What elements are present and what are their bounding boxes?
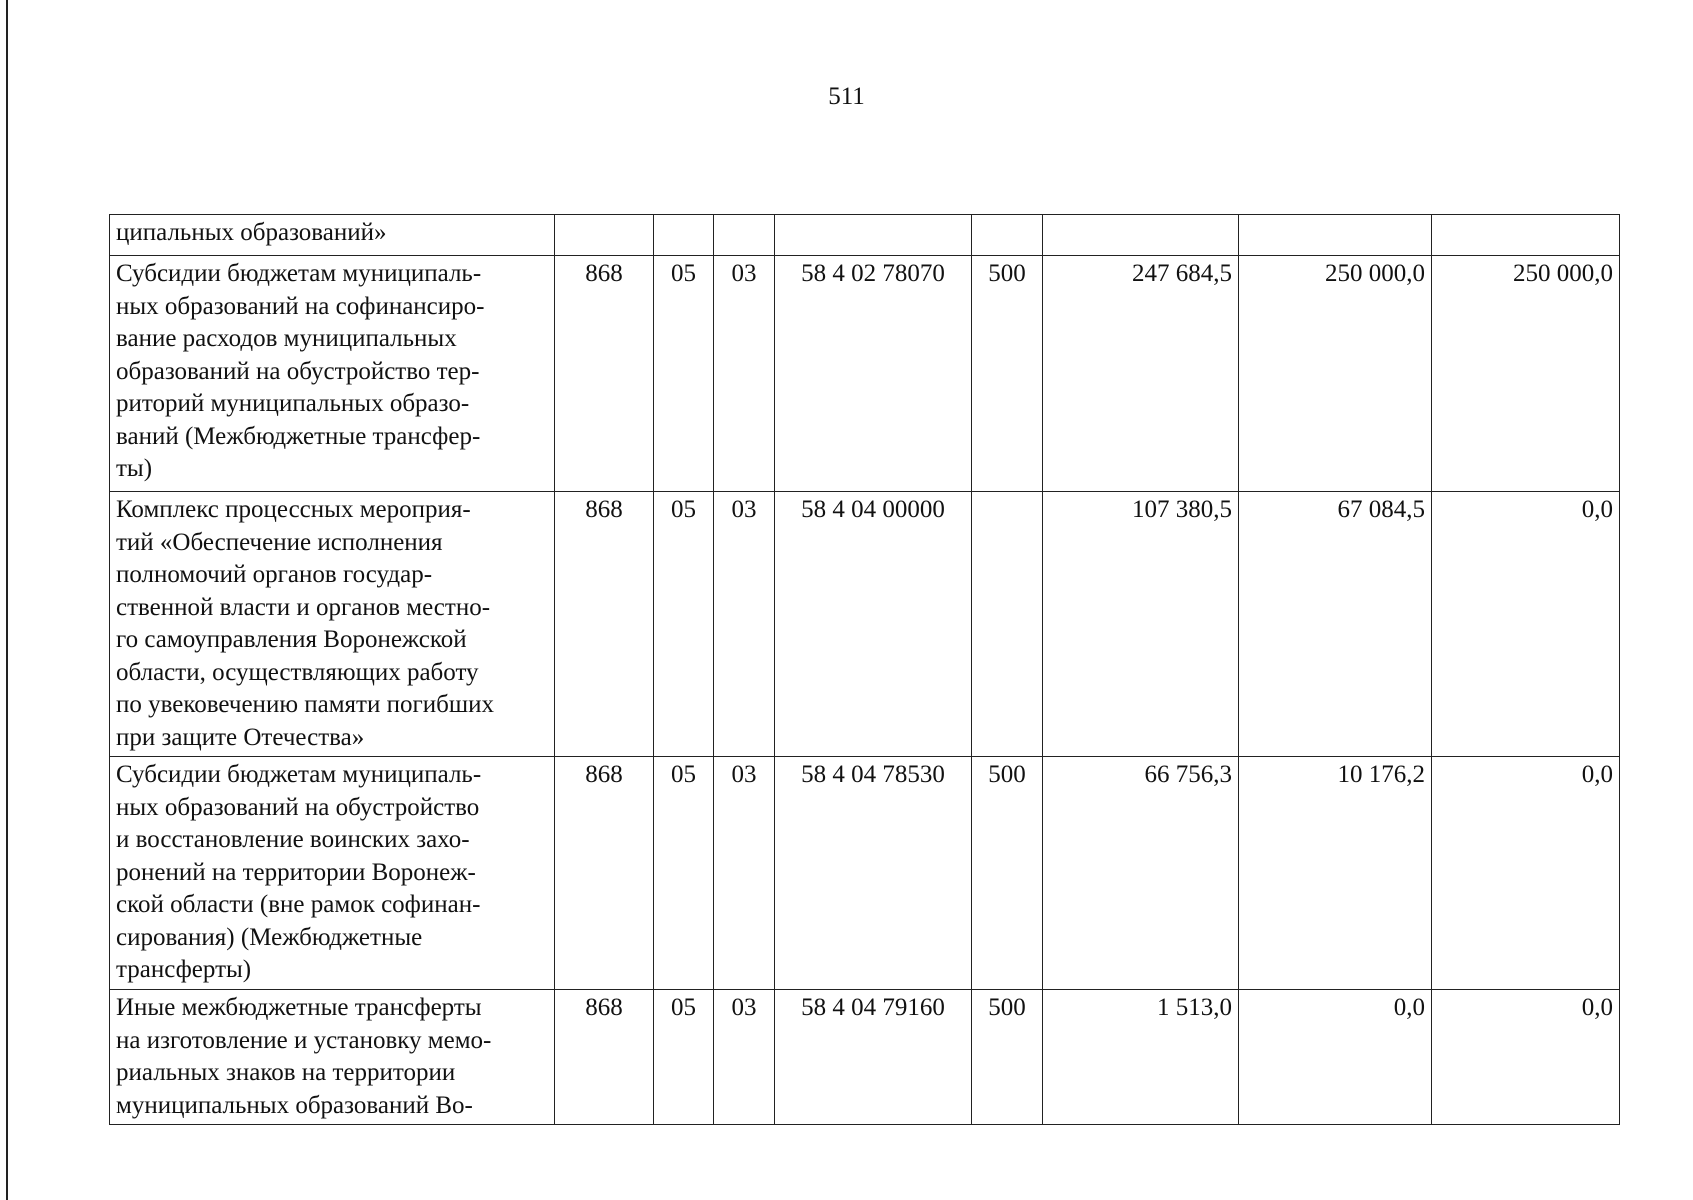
ministry-code: 868	[555, 757, 654, 990]
scan-edge-line	[6, 0, 8, 1200]
row-name: Субсидии бюджетам муниципаль- ных образований на софинансиро- вание расходов муниципальных образований на обустройство тер- риторий муниципальных образо- ваний (Межбюджетные трансфер- ты)	[110, 256, 555, 492]
table-row	[110, 215, 1620, 256]
amount-1	[1043, 215, 1239, 256]
amount-3: 0,0	[1432, 757, 1620, 990]
page-number: 511	[828, 83, 865, 110]
amount-2: 10 176,2	[1239, 757, 1432, 990]
row-name: Иные межбюджетные трансферты на изготовление и установку мемо- риальных знаков на территории муниципальных образований Во-	[110, 990, 555, 1125]
amount-3: 250 000,0	[1432, 256, 1620, 492]
subsection-code	[714, 215, 775, 256]
section-code: 05	[654, 757, 714, 990]
amount-2: 0,0	[1239, 990, 1432, 1125]
amount-2: 67 084,5	[1239, 492, 1432, 757]
amount-3: 0,0	[1432, 492, 1620, 757]
amount-2: 250 000,0	[1239, 256, 1432, 492]
budget-table	[109, 214, 1620, 1125]
amount-1: 1 513,0	[1043, 990, 1239, 1125]
table-row	[110, 256, 1620, 492]
table-row	[110, 990, 1620, 1125]
table-row	[110, 492, 1620, 757]
table-row	[110, 757, 1620, 990]
target-code: 58 4 02 78070	[775, 256, 972, 492]
amount-3	[1432, 215, 1620, 256]
section-code: 05	[654, 256, 714, 492]
ministry-code	[555, 215, 654, 256]
subsection-code: 03	[714, 492, 775, 757]
expense-type-code	[972, 215, 1043, 256]
row-name: Комплекс процессных мероприя- тий «Обеспечение исполнения полномочий органов государ- ственной власти и органов местно- го самоуправления Воронежской области, осуществляющих работу по увековечению памяти погибших при защите Отечества»	[110, 492, 555, 757]
amount-1: 247 684,5	[1043, 256, 1239, 492]
amount-3: 0,0	[1432, 990, 1620, 1125]
ministry-code: 868	[555, 990, 654, 1125]
subsection-code: 03	[714, 990, 775, 1125]
section-code	[654, 215, 714, 256]
section-code: 05	[654, 990, 714, 1125]
ministry-code: 868	[555, 256, 654, 492]
amount-1: 107 380,5	[1043, 492, 1239, 757]
amount-1: 66 756,3	[1043, 757, 1239, 990]
expense-type-code: 500	[972, 757, 1043, 990]
ministry-code: 868	[555, 492, 654, 757]
target-code	[775, 215, 972, 256]
subsection-code: 03	[714, 256, 775, 492]
expense-type-code	[972, 492, 1043, 757]
row-name: ципальных образований»	[110, 215, 555, 256]
row-name: Субсидии бюджетам муниципаль- ных образований на обустройство и восстановление воинских захо- ронений на территории Воронеж- ской области (вне рамок софинан- сирования) (Межбюджетные трансферты)	[110, 757, 555, 990]
amount-2	[1239, 215, 1432, 256]
subsection-code: 03	[714, 757, 775, 990]
target-code: 58 4 04 00000	[775, 492, 972, 757]
target-code: 58 4 04 78530	[775, 757, 972, 990]
expense-type-code: 500	[972, 256, 1043, 492]
expense-type-code: 500	[972, 990, 1043, 1125]
section-code: 05	[654, 492, 714, 757]
target-code: 58 4 04 79160	[775, 990, 972, 1125]
